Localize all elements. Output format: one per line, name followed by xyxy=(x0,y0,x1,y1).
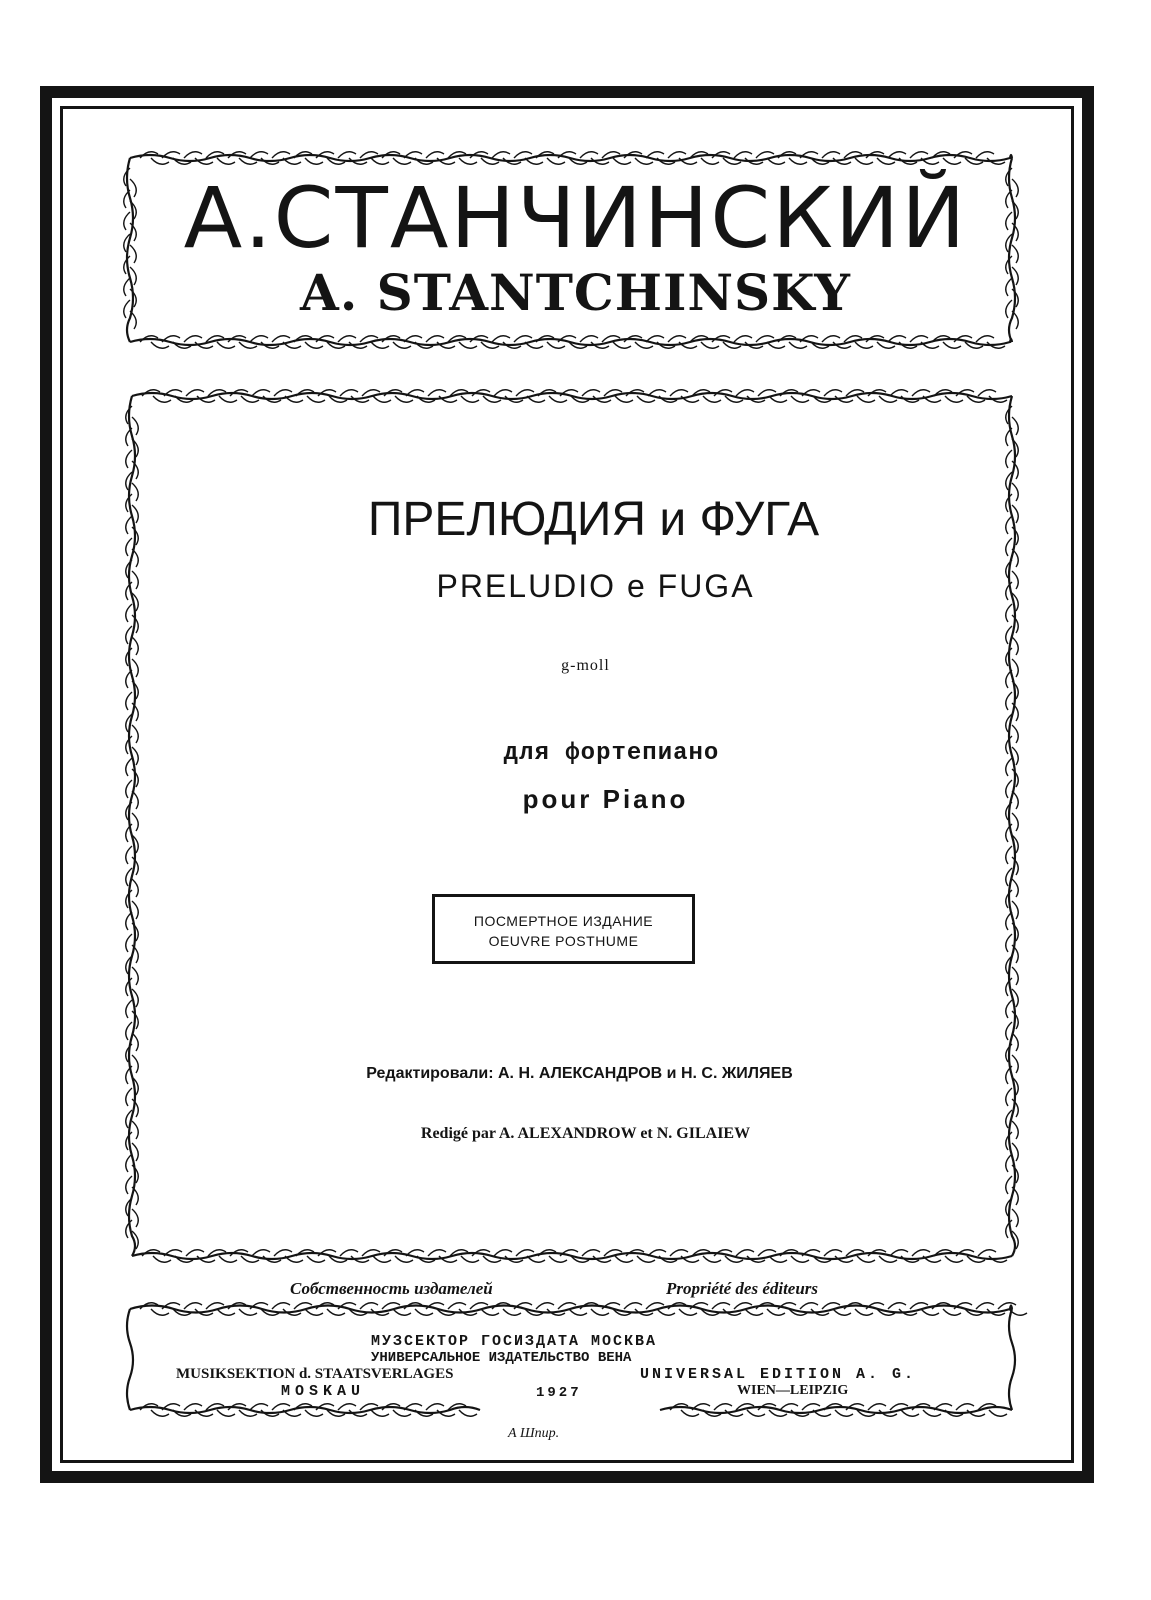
header-garland-bottom-leaf xyxy=(305,342,323,348)
main-garland-bottom-leaf xyxy=(428,1250,446,1256)
main-garland-right-leaf xyxy=(1006,1176,1012,1194)
instrument-cyrillic: для фортепиано xyxy=(503,740,720,767)
main-garland-bottom-leaf xyxy=(824,1250,842,1256)
main-garland-top-leaf xyxy=(373,396,391,402)
publisher-garland-bottom-right-leaf xyxy=(681,1410,699,1416)
main-garland-left-leaf xyxy=(126,1000,132,1018)
publisher-garland-top-leaf xyxy=(360,1303,378,1309)
main-garland-top-leaf xyxy=(912,390,930,396)
main-garland-bottom-leaf xyxy=(395,1256,413,1262)
header-garland-top-leaf xyxy=(613,158,631,164)
main-garland-top-leaf xyxy=(428,390,446,396)
header-garland-bottom-leaf xyxy=(393,342,411,348)
composer-name-cyrillic: А.СТАНЧИНСКИЙ xyxy=(183,169,968,267)
publisher-garland-top-leaf xyxy=(151,1309,169,1315)
main-garland-top-leaf xyxy=(978,390,996,396)
header-garland-bottom-leaf xyxy=(459,342,477,348)
main-garland-left-leaf xyxy=(132,967,138,985)
publisher-garland-top-leaf xyxy=(679,1309,697,1315)
main-garland-top-leaf xyxy=(791,396,809,402)
publisher-garland-bottom-right-leaf xyxy=(747,1410,765,1416)
publisher-garland-top-leaf xyxy=(976,1303,994,1309)
header-garland-bottom-leaf xyxy=(250,336,268,342)
main-garland-top-leaf xyxy=(186,390,204,396)
publisher-garland-top-leaf xyxy=(591,1309,609,1315)
main-garland-bottom-leaf xyxy=(340,1250,358,1256)
main-garland-top-leaf xyxy=(549,396,567,402)
main-garland-left-leaf xyxy=(132,1209,138,1227)
publisher-right-bottom: WIEN—LEIPZIG xyxy=(737,1383,849,1398)
main-garland-top-leaf xyxy=(395,396,413,402)
header-garland-top-leaf xyxy=(305,158,323,164)
publisher-left-bottom: MOSKAU xyxy=(281,1383,366,1400)
main-garland-bottom-leaf xyxy=(736,1250,754,1256)
main-garland-bottom-leaf xyxy=(945,1256,963,1262)
main-garland-right-leaf xyxy=(1006,934,1012,952)
publisher-garland-bottom-left-leaf xyxy=(151,1410,169,1416)
main-garland-top-leaf xyxy=(153,396,171,402)
header-garland-top-leaf xyxy=(976,152,994,158)
printer-mark: А Шпир. xyxy=(508,1426,560,1441)
publisher-garland-top-leaf xyxy=(657,1309,675,1315)
main-garland-left-leaf xyxy=(126,846,132,864)
publisher-garland-top-leaf xyxy=(624,1303,642,1309)
main-garland-top-leaf xyxy=(461,396,479,402)
publisher-garland-bottom-left-leaf xyxy=(393,1410,411,1416)
main-garland-top-leaf xyxy=(582,390,600,396)
main-garland-top-leaf xyxy=(307,396,325,402)
publisher-left-top: MUSIKSEKTION d. STAATSVERLAGES xyxy=(176,1366,454,1382)
property-notice-cyrillic: Собственность издателей xyxy=(290,1279,493,1298)
header-garland-top-leaf xyxy=(459,158,477,164)
header-garland-bottom-leaf xyxy=(668,336,686,342)
main-garland-right-leaf xyxy=(1012,813,1018,831)
publisher-garland-top-leaf xyxy=(305,1309,323,1315)
main-garland-left-leaf xyxy=(126,604,132,622)
publisher-garland-top-leaf xyxy=(448,1303,466,1309)
main-garland-right-leaf xyxy=(1012,967,1018,985)
header-garland-top-leaf xyxy=(338,152,356,158)
main-garland-left-leaf xyxy=(132,813,138,831)
publisher-garland-bottom-right xyxy=(660,1407,1012,1413)
main-garland-top-leaf xyxy=(703,396,721,402)
header-garland-bottom-leaf xyxy=(613,342,631,348)
publisher-garland-top-leaf xyxy=(393,1309,411,1315)
main-garland-bottom-leaf xyxy=(186,1250,204,1256)
main-garland-left-leaf xyxy=(126,1088,132,1106)
main-garland-top-leaf xyxy=(615,396,633,402)
main-garland-top-leaf xyxy=(824,390,842,396)
header-garland-bottom-leaf xyxy=(943,342,961,348)
work-title-latin: PRELUDIO e FUGA xyxy=(436,568,755,604)
main-garland-right-leaf xyxy=(1012,1209,1018,1227)
header-garland-bottom-leaf xyxy=(184,336,202,342)
publisher-garland-bottom-right-leaf xyxy=(835,1410,853,1416)
header-garland-bottom-leaf xyxy=(976,336,994,342)
main-garland-top-leaf xyxy=(857,396,875,402)
publisher-garland-top-leaf xyxy=(800,1303,818,1309)
main-garland-left-leaf xyxy=(126,934,132,952)
publisher-garland-top-leaf xyxy=(415,1309,433,1315)
publisher-garland-bottom-left-leaf xyxy=(459,1410,477,1416)
publisher-garland-top-leaf xyxy=(536,1303,554,1309)
header-garland-bottom-leaf xyxy=(789,342,807,348)
main-garland-bottom-leaf xyxy=(703,1256,721,1262)
header-garland-bottom-leaf xyxy=(492,336,510,342)
main-garland-top-leaf xyxy=(340,390,358,396)
main-garland-bottom-leaf xyxy=(494,1250,512,1256)
publisher-line-1: МУЗСЕКТОР ГОСИЗДАТА МОСКВА xyxy=(371,1333,658,1350)
header-garland-bottom-leaf xyxy=(272,336,290,342)
publisher-garland-bottom-right-leaf xyxy=(802,1404,820,1410)
header-garland-bottom-leaf xyxy=(217,342,235,348)
editors-line-latin: Redigé par A. ALEXANDROW et N. GILAIEW xyxy=(420,1125,751,1142)
main-garland-bottom xyxy=(132,1253,1012,1259)
header-garland-bottom-leaf xyxy=(580,336,598,342)
header-garland-top-leaf xyxy=(272,152,290,158)
work-key: g-moll xyxy=(561,657,610,674)
main-garland-bottom-leaf xyxy=(791,1256,809,1262)
main-garland-right-leaf xyxy=(1012,879,1018,897)
main-garland-top-leaf xyxy=(494,390,512,396)
header-garland-top-leaf xyxy=(668,152,686,158)
main-garland-top-leaf xyxy=(945,396,963,402)
header-garland-top-leaf xyxy=(250,152,268,158)
main-garland-bottom-leaf xyxy=(857,1256,875,1262)
header-garland-bottom-leaf xyxy=(338,336,356,342)
header-garland-top-leaf xyxy=(910,152,928,158)
posthumous-edition-box xyxy=(432,894,695,964)
posthumous-line-latin: OEUVRE POSTHUME xyxy=(488,933,639,949)
publisher-garland-top-leaf xyxy=(921,1309,939,1315)
main-garland-bottom-leaf xyxy=(219,1256,237,1262)
main-garland-bottom-leaf xyxy=(252,1250,270,1256)
main-garland-bottom-leaf xyxy=(912,1250,930,1256)
work-title-cyrillic: ПРЕЛЮДИЯ и ФУГА xyxy=(367,493,820,546)
main-garland-right-leaf xyxy=(1006,846,1012,864)
publisher-garland-top-leaf xyxy=(998,1303,1016,1309)
publisher-garland-bottom-right-leaf xyxy=(989,1410,1007,1416)
publisher-garland-top-leaf xyxy=(569,1309,587,1315)
header-garland-top-leaf xyxy=(701,158,719,164)
header-garland-top-leaf xyxy=(426,152,444,158)
publisher-line-2: УНИВЕРСАЛЬНОЕ ИЗДАТЕЛЬСТВО ВЕНА xyxy=(371,1350,632,1366)
main-garland-left-leaf xyxy=(126,450,132,468)
publisher-garland-bottom-left-leaf xyxy=(250,1404,268,1410)
publisher-garland-top-leaf xyxy=(217,1309,235,1315)
main-garland-top-leaf xyxy=(274,390,292,396)
header-garland-bottom-leaf xyxy=(547,342,565,348)
main-garland-left-leaf xyxy=(132,725,138,743)
publisher-garland-top-leaf xyxy=(855,1309,873,1315)
header-garland-top-leaf xyxy=(855,158,873,164)
main-garland-top-leaf xyxy=(736,390,754,396)
publisher-garland-bottom-left-leaf xyxy=(272,1404,290,1410)
main-garland-bottom-leaf xyxy=(978,1250,996,1256)
publisher-garland-top-leaf xyxy=(833,1309,851,1315)
main-garland-bottom-leaf xyxy=(670,1250,688,1256)
main-garland-top-leaf xyxy=(670,390,688,396)
main-garland-right-leaf xyxy=(1006,450,1012,468)
composer-name-latin: A. STANTCHINSKY xyxy=(300,263,851,322)
posthumous-line-cyrillic: ПОСМЕРТНОЕ ИЗДАНИЕ xyxy=(473,913,654,929)
publisher-garland-top-leaf xyxy=(184,1303,202,1309)
publisher-garland-top-leaf xyxy=(272,1303,290,1309)
editors-line-cyrillic: Редактировали: А. Н. АЛЕКСАНДРОВ и Н. С. ЖИЛЯЕВ xyxy=(366,1065,793,1082)
publisher-garland-top-leaf xyxy=(767,1309,785,1315)
instrument-latin: pour Piano xyxy=(522,784,689,814)
publisher-garland-bottom-right-leaf xyxy=(956,1404,974,1410)
main-garland-top-leaf xyxy=(252,390,270,396)
header-garland-top-leaf xyxy=(393,158,411,164)
publisher-garland-top-leaf xyxy=(239,1309,257,1315)
header-garland-top-leaf xyxy=(580,152,598,158)
main-garland-left-leaf xyxy=(132,417,138,435)
publisher-garland-bottom-left-leaf xyxy=(371,1410,389,1416)
main-garland-right-leaf xyxy=(1012,417,1018,435)
property-notice-latin: Propriété des éditeurs xyxy=(666,1279,819,1298)
main-garland-bottom-leaf xyxy=(307,1256,325,1262)
publisher-garland-top-leaf xyxy=(943,1309,961,1315)
header-garland-top-leaf xyxy=(217,158,235,164)
publisher-garland-bottom-left-leaf xyxy=(305,1410,323,1416)
main-garland-bottom-leaf xyxy=(461,1256,479,1262)
header-garland-bottom-leaf xyxy=(701,342,719,348)
header-garland-bottom-leaf xyxy=(734,336,752,342)
main-garland-left-leaf xyxy=(132,879,138,897)
publisher-garland-bottom-left-leaf xyxy=(338,1404,356,1410)
publisher-garland-right xyxy=(1009,1309,1015,1410)
main-garland-top xyxy=(132,393,1012,399)
main-garland-right-leaf xyxy=(1006,604,1012,622)
publisher-garland-bottom-left-leaf xyxy=(217,1410,235,1416)
publisher-garland-top-leaf xyxy=(888,1303,906,1309)
main-garland-left-leaf xyxy=(126,692,132,710)
publisher-garland-bottom-right-leaf xyxy=(780,1404,798,1410)
publisher-garland-bottom-left-leaf xyxy=(426,1404,444,1410)
main-garland-left-leaf xyxy=(126,1176,132,1194)
header-garland-top-leaf xyxy=(151,158,169,164)
publisher-garland-bottom-right-leaf xyxy=(714,1404,732,1410)
publisher-garland-top-leaf xyxy=(503,1309,521,1315)
main-garland-bottom-leaf xyxy=(582,1250,600,1256)
publisher-garland-bottom-right-leaf xyxy=(868,1404,886,1410)
main-garland-top-leaf xyxy=(219,396,237,402)
publication-year: 1927 xyxy=(536,1385,582,1401)
header-garland-bottom-leaf xyxy=(822,336,840,342)
header-garland-top-leaf xyxy=(184,152,202,158)
main-garland-right-leaf xyxy=(1006,1088,1012,1106)
publisher-garland-top-leaf xyxy=(712,1303,730,1309)
header-garland-bottom-leaf xyxy=(426,336,444,342)
main-garland-bottom-leaf xyxy=(274,1250,292,1256)
header-garland-bottom-leaf xyxy=(371,342,389,348)
header-garland-top-leaf xyxy=(371,158,389,164)
header-garland-top-leaf xyxy=(734,152,752,158)
publisher-garland-bottom-right-leaf xyxy=(901,1410,919,1416)
main-garland-bottom-leaf xyxy=(549,1256,567,1262)
publisher-garland-left xyxy=(127,1309,133,1410)
header-garland-top-leaf xyxy=(943,158,961,164)
header-garland-bottom-leaf xyxy=(855,342,873,348)
header-garland-top-leaf xyxy=(492,152,510,158)
header-garland-bottom-leaf xyxy=(910,336,928,342)
publisher-garland-bottom-right-leaf xyxy=(923,1410,941,1416)
main-garland-right-leaf xyxy=(1006,1000,1012,1018)
main-garland-bottom-leaf xyxy=(373,1256,391,1262)
main-garland-bottom-leaf xyxy=(615,1256,633,1262)
publisher-right-top: UNIVERSAL EDITION A. G. xyxy=(640,1366,917,1383)
main-garland-right-leaf xyxy=(1006,692,1012,710)
header-garland-top-leaf xyxy=(822,152,840,158)
main-garland-bottom-leaf xyxy=(153,1256,171,1262)
publisher-garland-top-leaf xyxy=(327,1309,345,1315)
publisher-garland-top-leaf xyxy=(481,1309,499,1315)
main-garland-right-leaf xyxy=(1012,637,1018,655)
publisher-garland-bottom-left-leaf xyxy=(184,1404,202,1410)
header-garland-top-leaf xyxy=(547,158,565,164)
main-garland-right-leaf xyxy=(1012,725,1018,743)
header-garland-bottom-leaf xyxy=(151,342,169,348)
header-garland-top-leaf xyxy=(789,158,807,164)
publisher-garland-top-leaf xyxy=(745,1309,763,1315)
main-garland-left-leaf xyxy=(132,637,138,655)
